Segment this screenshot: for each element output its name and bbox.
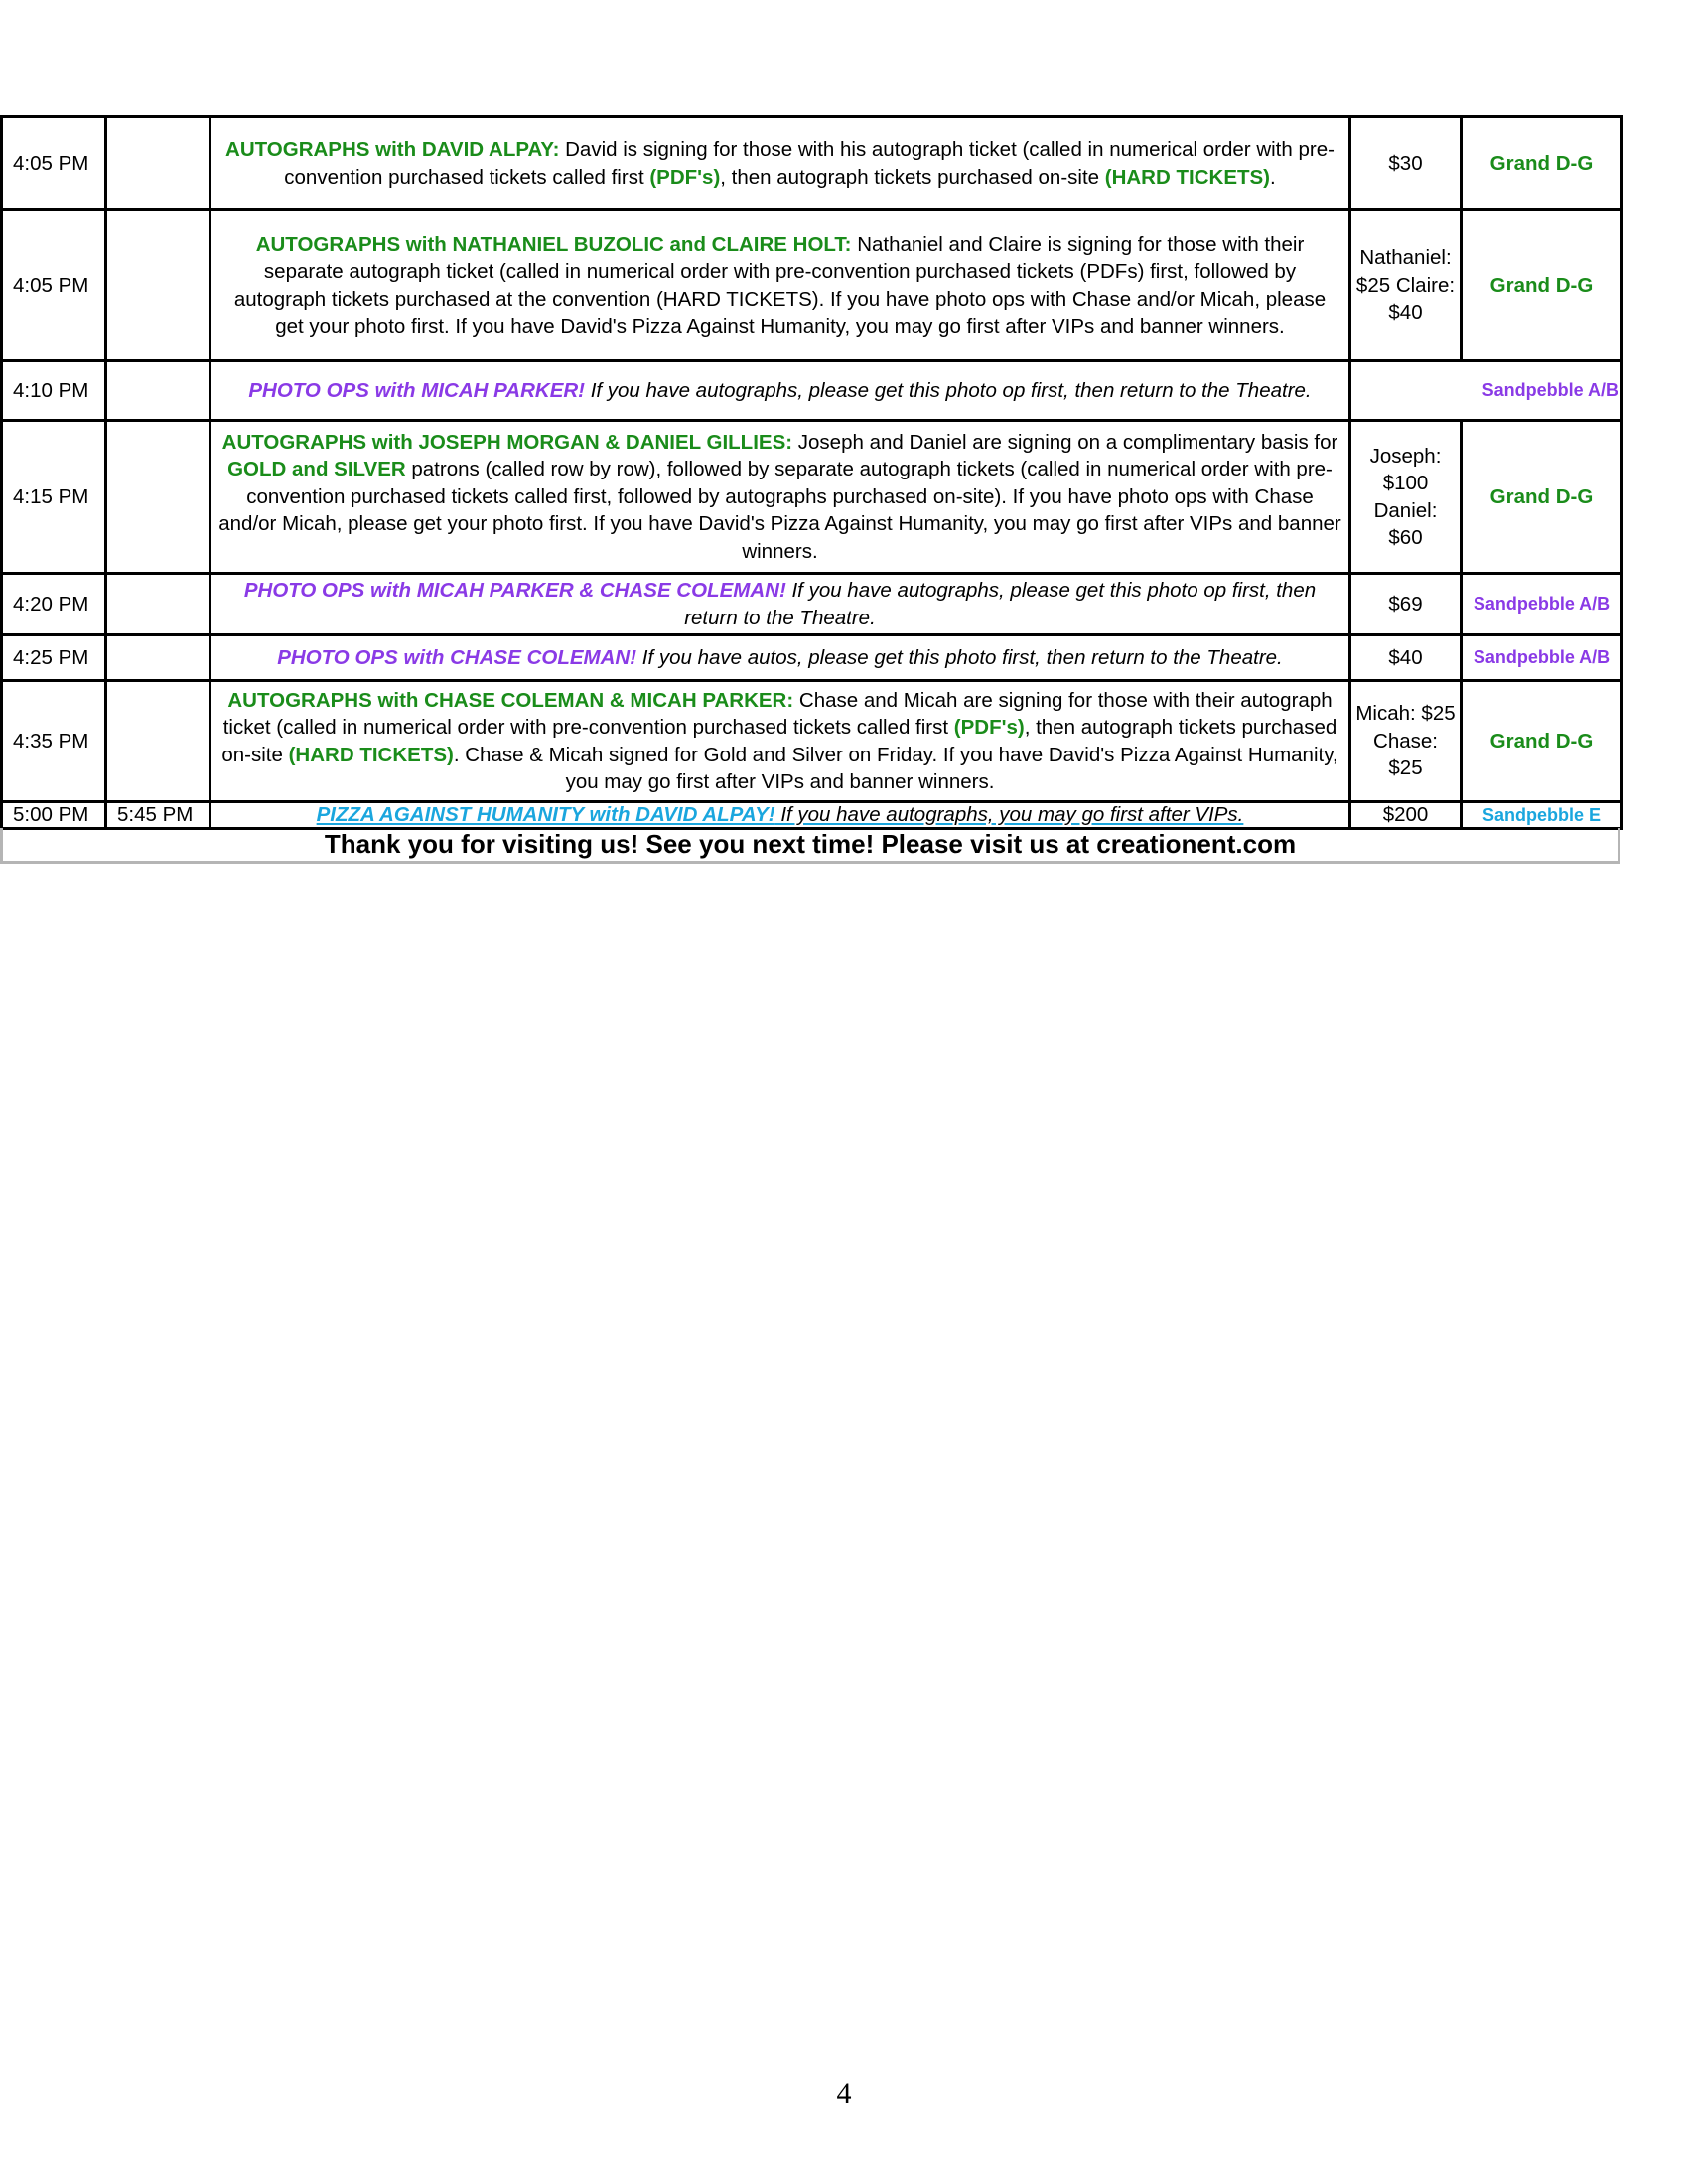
end-time	[106, 574, 211, 635]
event-title: PIZZA AGAINST HUMANITY with DAVID ALPAY!	[316, 803, 775, 826]
start-time: 4:05 PM	[2, 117, 106, 210]
price: $30	[1350, 117, 1462, 210]
event-text: patrons (called row by row), followed by separate autograph tickets (called in numerical order with pre-convention purchased tickets called first, followed by autographs purchased on-site). If you have photo ops with Chase and/or Micah, please get your photo first. If you have David's Pizza Against Humanity, you may go first after VIPs and banner winners.	[218, 458, 1341, 563]
ticket-type: (HARD TICKETS)	[1104, 165, 1271, 189]
price: $40	[1350, 635, 1462, 681]
schedule-row	[2, 802, 1622, 829]
event-description	[211, 117, 1350, 210]
event-title: PHOTO OPS with MICAH PARKER & CHASE COLEMAN!	[243, 579, 786, 602]
event-title: AUTOGRAPHS with JOSEPH MORGAN & DANIEL GILLIES:	[221, 430, 793, 454]
end-time	[106, 421, 211, 574]
event-description	[211, 635, 1350, 681]
start-time: 4:35 PM	[2, 681, 106, 802]
ticket-type: (PDF's)	[953, 716, 1025, 739]
event-text: If you have autographs, please get this photo op first, then return to the Theatre.	[684, 579, 1317, 629]
event-text: David is signing for those with his autograph ticket (called in numerical order with pre-convention purchased tickets called first	[284, 138, 1335, 189]
ticket-type: (PDF's)	[649, 165, 721, 189]
price: Joseph: $100 Daniel: $60	[1350, 421, 1462, 574]
start-time: 4:15 PM	[2, 421, 106, 574]
end-time	[106, 361, 211, 421]
schedule-row	[2, 210, 1622, 361]
page-number: 4	[836, 2077, 852, 2110]
price: $69	[1350, 574, 1462, 635]
room: Sandpebble A/B	[1350, 361, 1622, 421]
event-text: Nathaniel and Claire is signing for those with their separate autograph ticket (called in numerical order with pre-convention purchased tickets (PDFs) first, followed by autograph tickets purchased at the convention (HARD TICKETS). If you have photo ops with Chase and/or Micah, please get your photo first. If you have David's Pizza Against Humanity, you may go first after VIPs and banner winners.	[233, 232, 1327, 338]
event-title: AUTOGRAPHS with DAVID ALPAY:	[225, 138, 560, 161]
event-description	[211, 421, 1350, 574]
schedule-row	[2, 681, 1622, 802]
schedule-row	[2, 635, 1622, 681]
room: Grand D-G	[1462, 681, 1622, 802]
end-time	[106, 635, 211, 681]
room: Grand D-G	[1462, 117, 1622, 210]
event-title: AUTOGRAPHS with CHASE COLEMAN & MICAH PARKER:	[227, 688, 794, 712]
event-text: , then autograph tickets purchased on-site	[720, 165, 1105, 189]
price: $200	[1350, 802, 1462, 829]
schedule-row	[2, 117, 1622, 210]
event-text: If you have autographs, please get this photo op first, then return to the Theatre.	[585, 378, 1312, 402]
event-title: PHOTO OPS with MICAH PARKER!	[248, 378, 585, 402]
end-time: 5:45 PM	[106, 802, 211, 829]
event-description	[211, 574, 1350, 635]
event-title: PHOTO OPS with CHASE COLEMAN!	[277, 645, 637, 669]
event-title: AUTOGRAPHS with NATHANIEL BUZOLIC and CLAIRE HOLT:	[255, 232, 852, 256]
room: Grand D-G	[1462, 210, 1622, 361]
room: Sandpebble A/B	[1462, 574, 1622, 635]
end-time	[106, 117, 211, 210]
room: Sandpebble A/B	[1462, 635, 1622, 681]
schedule-row	[2, 421, 1622, 574]
footer-message: Thank you for visiting us! See you next time! Please visit us at creationent.com	[0, 828, 1620, 864]
start-time: 4:05 PM	[2, 210, 106, 361]
price: Micah: $25 Chase: $25	[1350, 681, 1462, 802]
event-text: Chase and Micah are signing for those with their autograph ticket (called in numerical order with pre-convention purchased tickets called first	[222, 688, 1333, 739]
event-text: .	[1270, 165, 1276, 189]
ticket-type: (HARD TICKETS)	[288, 743, 454, 766]
schedule-row	[2, 361, 1622, 421]
schedule-row	[2, 574, 1622, 635]
price: Nathaniel: $25 Claire: $40	[1350, 210, 1462, 361]
start-time: 4:10 PM	[2, 361, 106, 421]
event-description	[211, 802, 1350, 829]
start-time: 4:20 PM	[2, 574, 106, 635]
event-text: , then autograph tickets purchased on-site	[221, 716, 1337, 766]
event-description	[211, 681, 1350, 802]
room: Grand D-G	[1462, 421, 1622, 574]
ticket-type: GOLD and SILVER	[227, 458, 406, 481]
start-time: 4:25 PM	[2, 635, 106, 681]
event-text: If you have autos, please get this photo first, then return to the Theatre.	[636, 645, 1283, 669]
end-time	[106, 210, 211, 361]
event-text: Joseph and Daniel are signing on a complimentary basis for	[792, 430, 1338, 454]
event-text: . Chase & Micah signed for Gold and Silver on Friday. If you have David's Pizza Against Humanity, you may go first after VIPs and banner winners.	[453, 743, 1338, 793]
event-description	[211, 361, 1350, 421]
room: Sandpebble E	[1462, 802, 1622, 829]
end-time	[106, 681, 211, 802]
event-description	[211, 210, 1350, 361]
schedule-table	[0, 115, 1623, 830]
start-time: 5:00 PM	[2, 802, 106, 829]
event-text: If you have autographs, you may go first after VIPs.	[774, 803, 1244, 826]
